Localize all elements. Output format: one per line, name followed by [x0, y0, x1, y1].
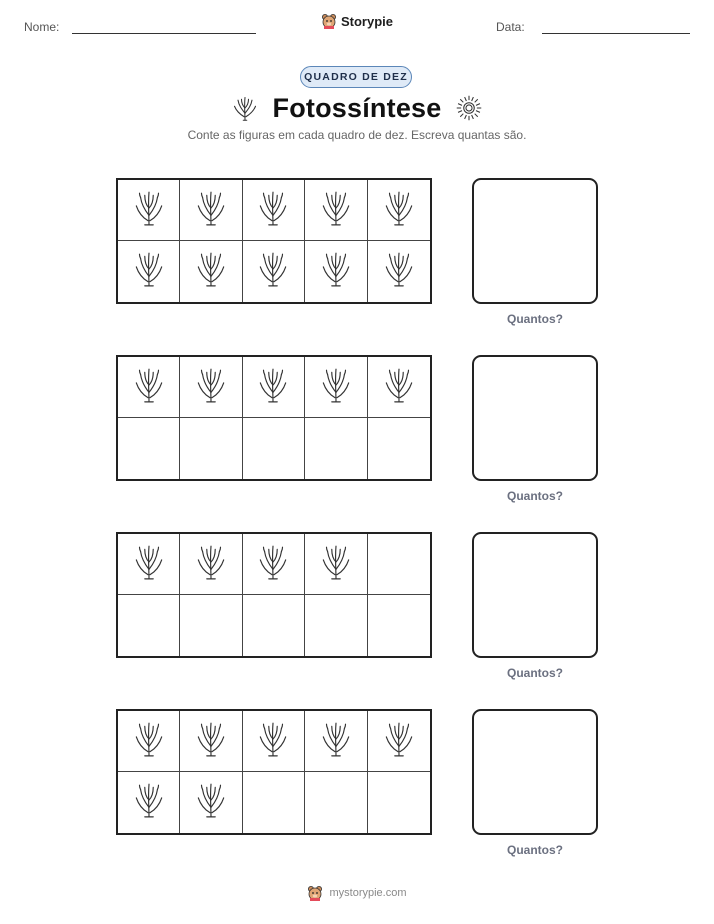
- ten-frame-cell: [118, 180, 180, 241]
- answer-label-3: Quantos?: [507, 666, 563, 680]
- brand-name: Storypie: [340, 13, 393, 29]
- seaweed-icon: [194, 720, 228, 763]
- bear-mascot-icon: [307, 885, 323, 901]
- worksheet-type-badge: QUADRO DE DEZ: [300, 66, 412, 88]
- page-title: Fotossíntese: [272, 92, 442, 123]
- name-line[interactable]: [72, 33, 256, 34]
- seaweed-icon: [256, 543, 290, 586]
- ten-frame-cell: [243, 180, 305, 241]
- ten-frame-1: [116, 178, 432, 304]
- seaweed-icon: [194, 781, 228, 824]
- ten-frame-cell: [243, 241, 305, 302]
- ten-frame-cell: [243, 711, 305, 772]
- ten-frame-cell: [180, 418, 242, 479]
- seaweed-icon: [194, 366, 228, 409]
- seaweed-icon: [132, 250, 166, 293]
- ten-frame-cell: [118, 357, 180, 418]
- ten-frame-cell: [368, 180, 430, 241]
- ten-frame-cell: [305, 418, 367, 479]
- ten-frame-cell: [305, 711, 367, 772]
- seaweed-icon: [132, 543, 166, 586]
- ten-frame-cell: [243, 534, 305, 595]
- ten-frame-cell: [305, 595, 367, 656]
- ten-frame-cell: [368, 534, 430, 595]
- name-label: Nome:: [24, 20, 60, 34]
- ten-frame-cell: [243, 772, 305, 833]
- seaweed-icon: [194, 250, 228, 293]
- answer-box-2[interactable]: [472, 355, 598, 481]
- ten-frame-cell: [368, 357, 430, 418]
- answer-label-4: Quantos?: [507, 843, 563, 857]
- ten-frame-4: [116, 709, 432, 835]
- seaweed-icon: [382, 366, 416, 409]
- ten-frame-cell: [368, 418, 430, 479]
- title-row: [0, 92, 714, 124]
- ten-frame-cell: [180, 534, 242, 595]
- ten-frame-cell: [243, 595, 305, 656]
- seaweed-icon: [319, 189, 353, 232]
- seaweed-icon: [319, 366, 353, 409]
- seaweed-icon: [382, 250, 416, 293]
- ten-frame-cell: [118, 595, 180, 656]
- seaweed-icon: [231, 94, 259, 122]
- ten-frame-cell: [118, 772, 180, 833]
- ten-frame-cell: [180, 595, 242, 656]
- instructions: Conte as figuras em cada quadro de dez. Escreva quantas são.: [187, 128, 527, 142]
- seaweed-icon: [256, 720, 290, 763]
- ten-frame-3: [116, 532, 432, 658]
- seaweed-icon: [194, 543, 228, 586]
- seaweed-icon: [132, 189, 166, 232]
- seaweed-icon: [382, 189, 416, 232]
- answer-box-3[interactable]: [472, 532, 598, 658]
- ten-frame-cell: [243, 357, 305, 418]
- answer-box-1[interactable]: [472, 178, 598, 304]
- seaweed-icon: [132, 366, 166, 409]
- seaweed-icon: [256, 250, 290, 293]
- seaweed-icon: [132, 720, 166, 763]
- seaweed-icon: [132, 781, 166, 824]
- ten-frame-cell: [305, 772, 367, 833]
- brand-logo: [0, 13, 714, 29]
- seaweed-icon: [382, 720, 416, 763]
- ten-frame-cell: [118, 534, 180, 595]
- ten-frame-cell: [180, 241, 242, 302]
- ten-frame-cell: [118, 711, 180, 772]
- seaweed-icon: [319, 250, 353, 293]
- answer-box-4[interactable]: [472, 709, 598, 835]
- answer-label-1: Quantos?: [507, 312, 563, 326]
- answer-label-2: Quantos?: [507, 489, 563, 503]
- ten-frame-cell: [305, 180, 367, 241]
- ten-frame-cell: [243, 418, 305, 479]
- footer-url: mystorypie.com: [329, 887, 407, 899]
- date-label: Data:: [496, 20, 525, 34]
- date-line[interactable]: [542, 33, 690, 34]
- ten-frame-cell: [180, 772, 242, 833]
- ten-frame-cell: [180, 357, 242, 418]
- seaweed-icon: [194, 189, 228, 232]
- ten-frame-cell: [180, 711, 242, 772]
- ten-frame-cell: [305, 534, 367, 595]
- bear-mascot-icon: [321, 13, 337, 29]
- footer: [0, 885, 714, 901]
- sun-icon: [455, 94, 483, 122]
- seaweed-icon: [319, 720, 353, 763]
- ten-frame-cell: [305, 241, 367, 302]
- ten-frame-cell: [368, 241, 430, 302]
- ten-frame-2: [116, 355, 432, 481]
- ten-frame-cell: [368, 711, 430, 772]
- ten-frame-cell: [305, 357, 367, 418]
- ten-frame-cell: [368, 595, 430, 656]
- seaweed-icon: [256, 189, 290, 232]
- seaweed-icon: [319, 543, 353, 586]
- ten-frame-cell: [118, 418, 180, 479]
- ten-frame-cell: [368, 772, 430, 833]
- ten-frame-cell: [118, 241, 180, 302]
- seaweed-icon: [256, 366, 290, 409]
- ten-frame-cell: [180, 180, 242, 241]
